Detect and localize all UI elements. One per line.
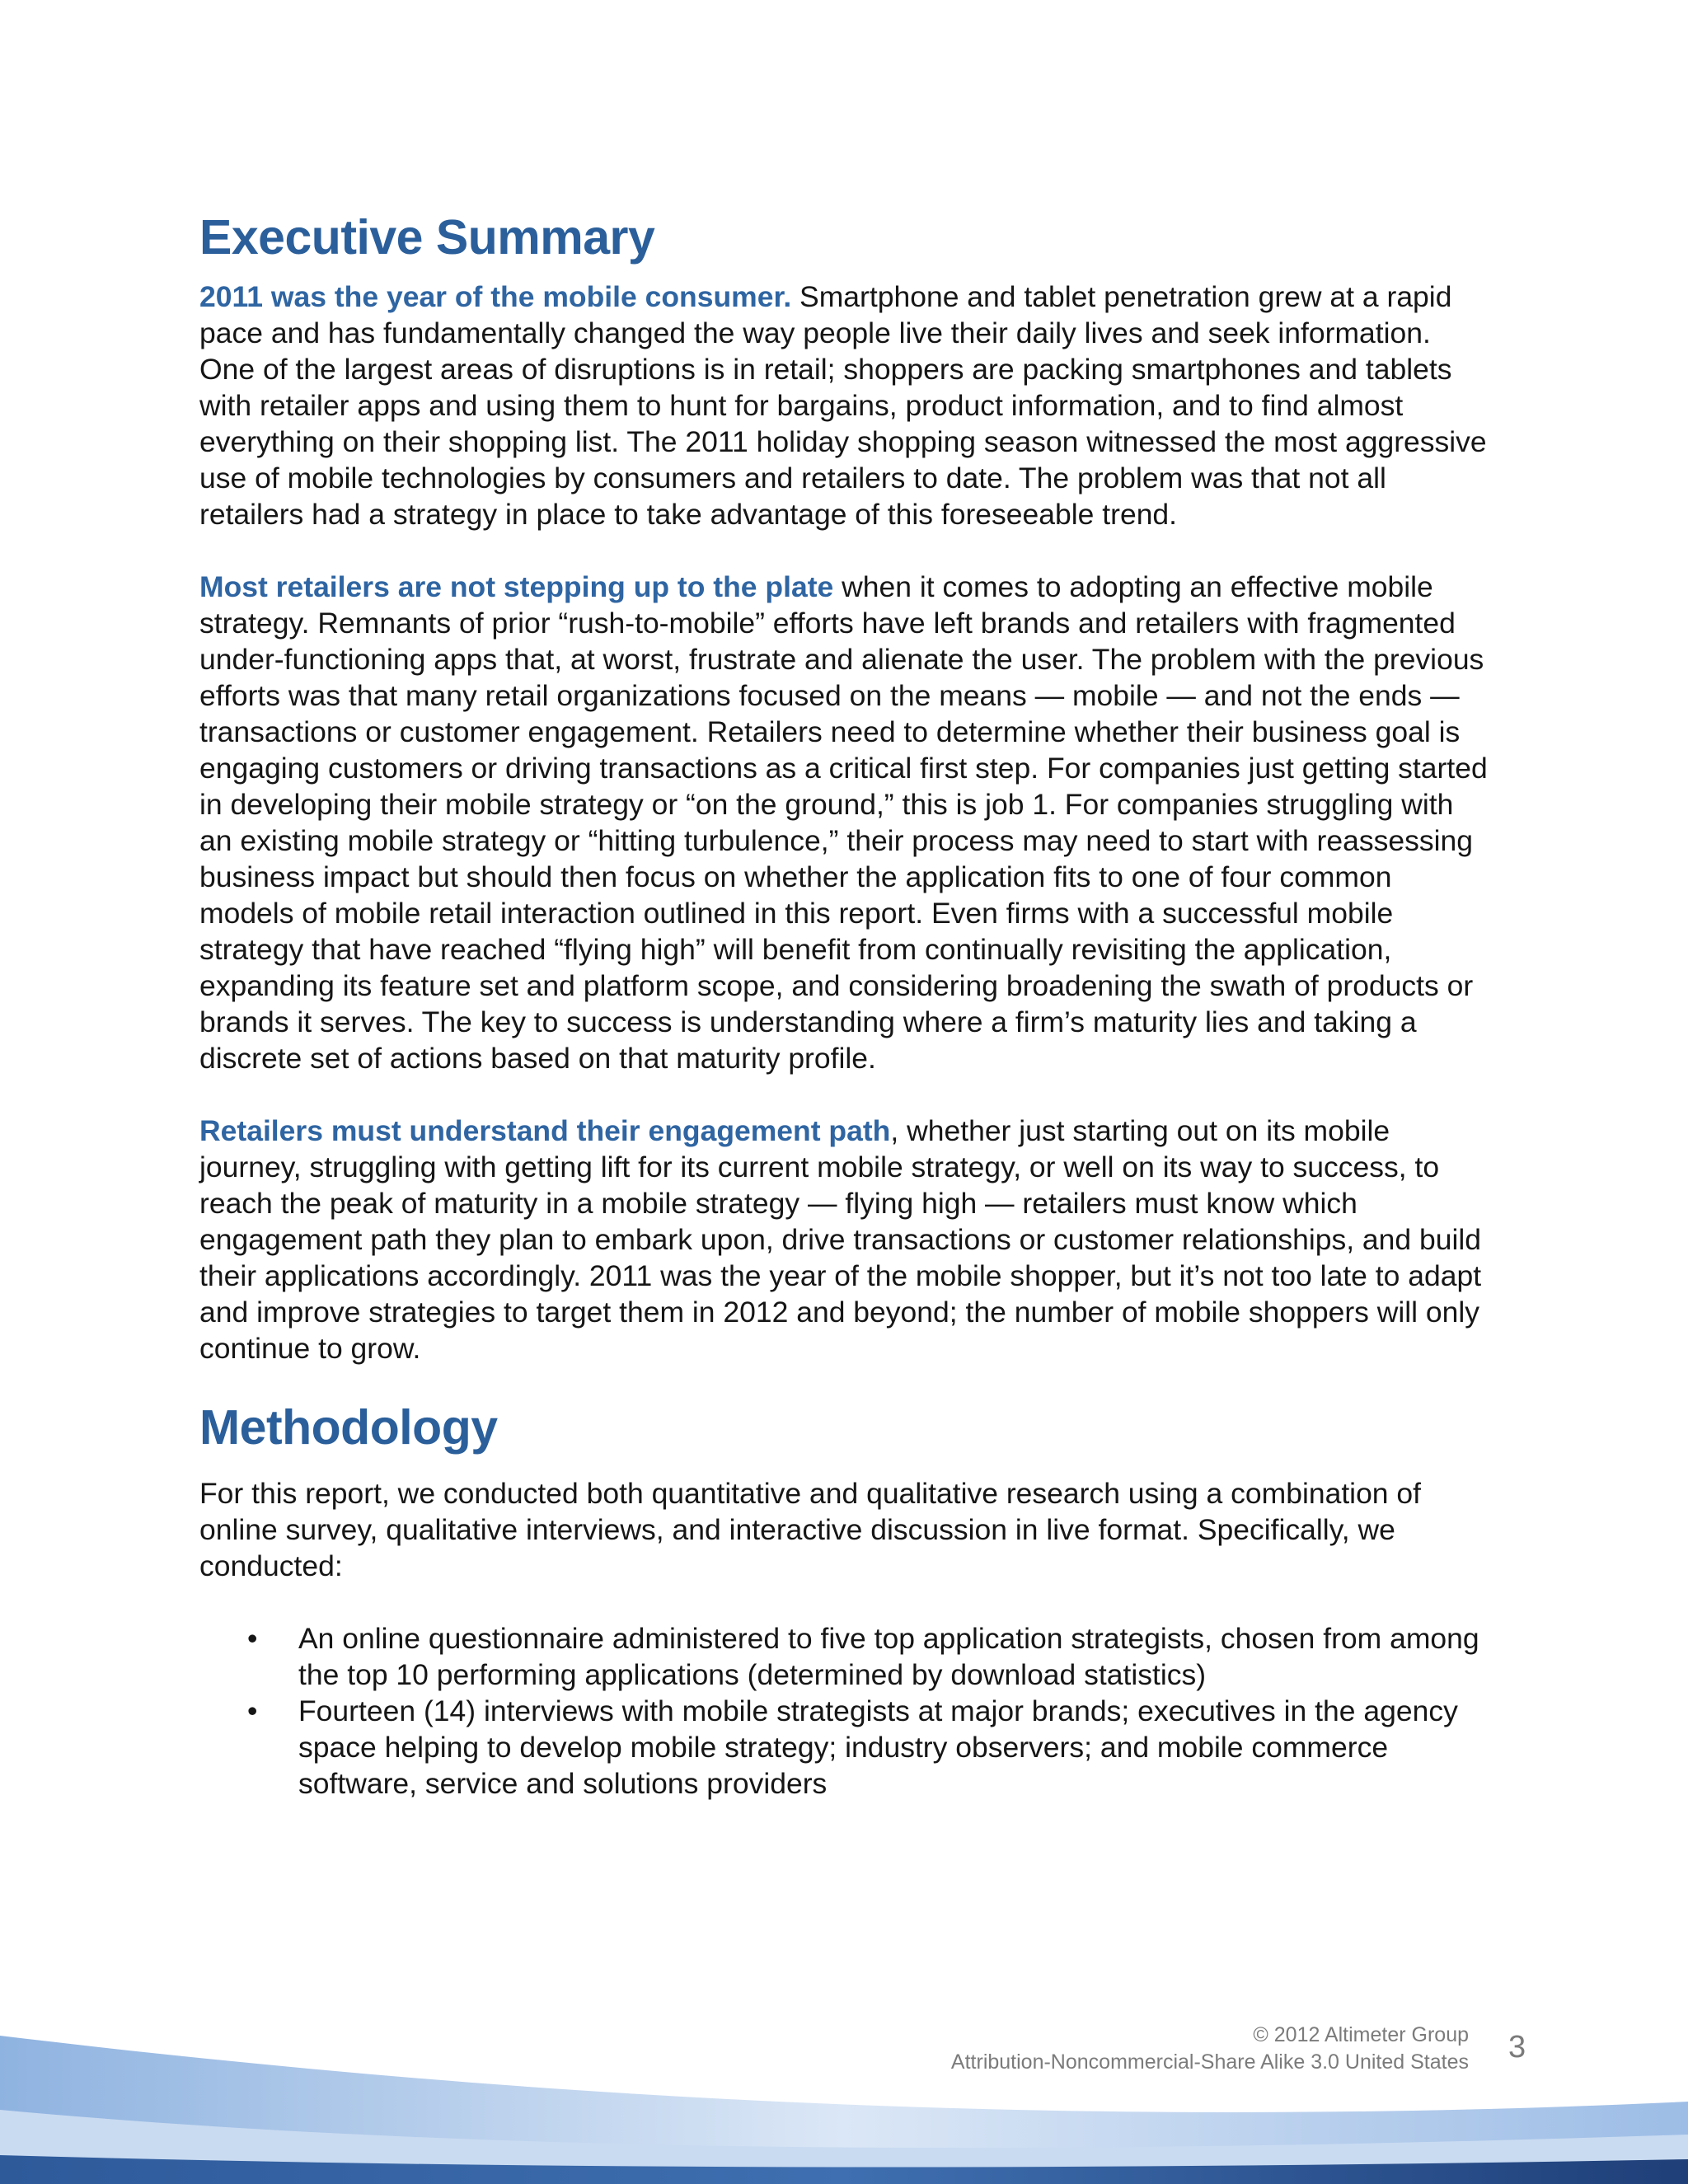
exec-paragraph-3	[199, 1113, 1493, 1366]
exec-paragraph-3-lead: Retailers must understand their engagement path	[199, 1114, 891, 1147]
list-item	[199, 1693, 1493, 1802]
methodology-heading: Methodology	[199, 1400, 498, 1455]
executive-summary-heading: Executive Summary	[199, 210, 655, 265]
bullet-icon: •	[247, 1694, 258, 1727]
exec-paragraph-2-body: when it comes to adopting an effective mobile strategy. Remnants of prior “rush-to-mobile” efforts have left brands and retailers with fragmented under-functioning apps that, at worst, frustrate and alienate the user. The problem with the previous efforts was that many retail organizations focused on the means — mobile — and not the ends — transactions or customer engagement. Retailers need to determine whether their business goal is engaging customers or driving transactions as a critical first step. For companies just getting started in developing their mobile strategy or “on the ground,” this is job 1. For companies struggling with an existing mobile strategy or “hitting turbulence,” their process may need to start with reassessing business impact but should then focus on whether the application fits to one of four common models of mobile retail interaction outlined in this report. Even firms with a successful mobile strategy that have reached “flying high” will benefit from continually revisiting the application, expanding its feature set and platform scope, and considering broadening the swath of products or brands it serves. The key to success is understanding where a firm’s maturity lies and taking a discrete set of actions based on that maturity profile.	[199, 570, 1488, 1075]
list-item-text: Fourteen (14) interviews with mobile strategists at major brands; executives in the agency space helping to develop mobile strategy; industry observers; and mobile commerce software, service and solutions providers	[298, 1694, 1458, 1800]
footer-credits	[951, 2022, 1469, 2076]
exec-paragraph-1-lead: 2011 was the year of the mobile consumer.	[199, 280, 792, 313]
copyright-text: © 2012 Altimeter Group	[1253, 2023, 1469, 2046]
page-number: 3	[1508, 2030, 1526, 2064]
license-text: Attribution-Noncommercial-Share Alike 3.0 United States	[950, 2050, 1469, 2074]
bullet-icon: •	[247, 1622, 258, 1655]
list-item	[199, 1620, 1493, 1693]
page-body	[199, 204, 1493, 1802]
exec-paragraph-1	[199, 279, 1493, 532]
methodology-intro: For this report, we conducted both quantitative and qualitative research using a combination of online survey, qualitative interviews, and interactive discussion in live format. Specifically, we conducted:	[199, 1477, 1422, 1582]
exec-paragraph-2-lead: Most retailers are not stepping up to the plate	[199, 570, 834, 603]
methodology-list	[199, 1620, 1493, 1802]
list-item-text: An online questionnaire administered to five top application strategists, chosen from among the top 10 performing applications (determined by download statistics)	[298, 1622, 1479, 1691]
exec-paragraph-1-body: Smartphone and tablet penetration grew at a rapid pace and has fundamentally changed the way people live their daily lives and seek information. One of the largest areas of disruptions is in retail; shoppers are packing smartphones and tablets with retailer apps and using them to hunt for bargains, product information, and to find almost everything on their shopping list. The 2011 holiday shopping season witnessed the most aggressive use of mobile technologies by consumers and retailers to date. The problem was that not all retailers had a strategy in place to take advantage of this foreseeable trend.	[199, 280, 1487, 531]
exec-paragraph-3-body: , whether just starting out on its mobile journey, struggling with getting lift for its current mobile strategy, or well on its way to success, to reach the peak of maturity in a mobile strategy — flying high — retailers must know which engagement path they plan to embark upon, drive transactions or customer relationships, and build their applications accordingly. 2011 was the year of the mobile shopper, but it’s not too late to adapt and improve strategies to target them in 2012 and beyond; the number of mobile shoppers will only continue to grow.	[199, 1114, 1482, 1365]
exec-paragraph-2	[199, 569, 1493, 1076]
